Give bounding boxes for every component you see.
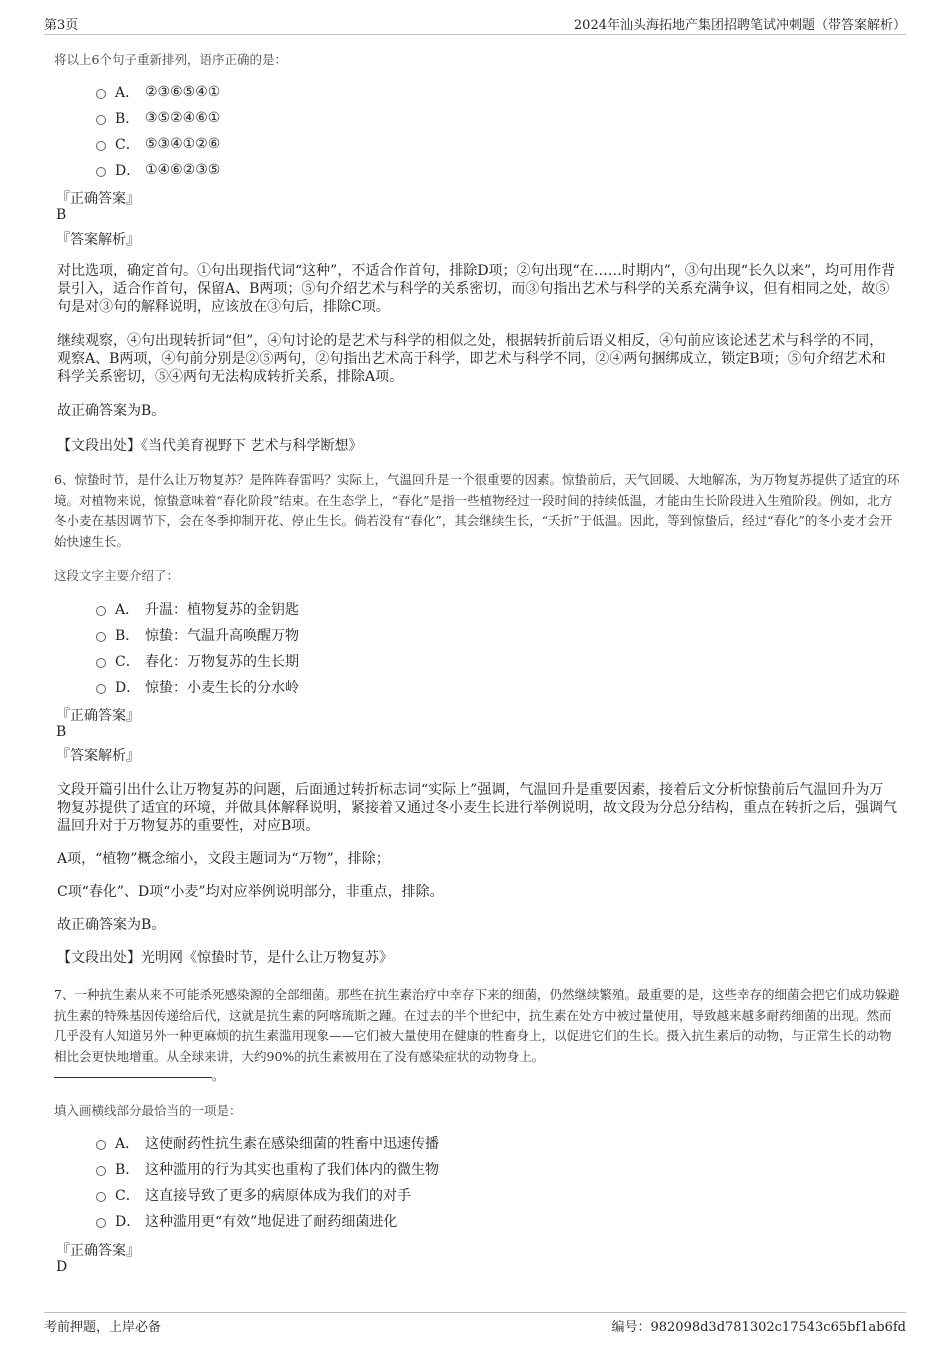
q7-options: [96, 1130, 439, 1234]
q6-stem: 6、惊蛰时节，是什么让万物复苏？是阵阵春雷吗？实际上，气温回升是一个很重要的因素。惊蛰前后，天气回暖、大地解冻，为万物复苏提供了适宜的环境。对植物来说，惊蛰意味着“春化阶段”结束。在生态学上，“春化”是指一些植物经过一段时间的持续低温，才能由生长阶段进入生殖阶段。例如，北方冬小麦在基因调节下，会在冬季抑制开花、停止生长。倘若没有“春化”，其会继续生长，“夭折”于低温。因此，等到惊蛰后，经过“春化”的冬小麦才会开始快速生长。: [54, 472, 900, 549]
radio-icon[interactable]: [96, 658, 106, 668]
q6-answer: B: [56, 724, 67, 740]
q5-analysis-p1: 对比选项，确定首句。①句出现指代词“这种”，不适合作首句，排除D项；②句出现“在……时期内”，③句出现“长久以来”，均可用作背景引入，适合作首句，保留A、B两项；⑤句介绍艺术与科学的关系密切，而③句指出艺术与科学的关系充满争议，但有相同之处，故⑤句是对③句的解释说明，应该放在③句后，排除C项。: [57, 263, 896, 315]
q5-analysis-p3: 故正确答案为B。: [57, 403, 166, 419]
q5-answer: B: [56, 207, 67, 223]
q7-answer: D: [56, 1259, 68, 1275]
q5-option-a[interactable]: A． ②③⑥⑤④①: [96, 79, 220, 105]
q5-prompt: 将以上6个句子重新排列，语序正确的是：: [54, 52, 287, 67]
fill-blank-line[interactable]: [54, 1077, 212, 1078]
radio-icon[interactable]: [96, 606, 106, 616]
q7-option-d[interactable]: D． 这种滥用更“有效”地促进了耐药细菌进化: [96, 1208, 439, 1234]
q5-option-c[interactable]: C． ⑤③④①②⑥: [96, 131, 220, 157]
q6-analysis-p3: C项“春化”、D项“小麦”均对应举例说明部分，非重点，排除。: [57, 884, 444, 900]
q6-option-c[interactable]: C． 春化：万物复苏的生长期: [96, 648, 299, 674]
radio-icon[interactable]: [96, 1218, 106, 1228]
q6-prompt: 这段文字主要介绍了：: [54, 568, 180, 583]
q6-analysis-p4: 故正确答案为B。: [57, 917, 166, 933]
q5-option-b[interactable]: B． ③⑤②④⑥①: [96, 105, 220, 131]
q6-option-a[interactable]: A． 升温：植物复苏的金钥匙: [96, 596, 299, 622]
q7-option-a[interactable]: A． 这使耐药性抗生素在感染细菌的牲畜中迅速传播: [96, 1130, 439, 1156]
q6-options: [96, 596, 299, 700]
q6-analysis-label: 『答案解析』: [56, 748, 140, 764]
page-header: [44, 14, 906, 35]
q7-option-c[interactable]: C． 这直接导致了更多的病原体成为我们的对手: [96, 1182, 439, 1208]
q6-source: 【文段出处】光明网《惊蛰时节，是什么让万物复苏》: [57, 950, 393, 966]
q5-analysis-label: 『答案解析』: [56, 232, 140, 248]
fill-blank-end: 。: [212, 1068, 225, 1083]
q7-stem: 7、一种抗生素从来不可能杀死感染源的全部细菌。那些在抗生素治疗中幸存下来的细菌，仍然继续繁殖。最重要的是，这些幸存的细菌会把它们成功躲避抗生素的特殊基因传递给后代，这就是抗生素的阿喀琉斯之踵。在过去的半个世纪中，抗生素在处方中被过量使用，导致越来越多耐药细菌的出现。然而几乎没有人知道另外一种更麻烦的抗生素滥用现象——它们被大量使用在健康的牲畜身上，以促进它们的生长。摄入抗生素后的动物，与正常生长的动物相比会更快地增重。从全球来讲，大约90%的抗生素被用在了没有感染症状的动物身上。: [54, 987, 900, 1064]
q5-analysis-p2: 继续观察，④句出现转折词“但”，④句讨论的是艺术与科学的相似之处，根据转折前后语义相反，④句前应该论述艺术与科学的不同，观察A、B两项，④句前分别是②⑤两句，②句指出艺术高于科学，即艺术与科学不同，②④两句捆绑成立，锁定B项；⑤句介绍艺术和科学关系密切，⑤④两句无法构成转折关系，排除A项。: [57, 333, 886, 385]
q6-analysis-p1: 文段开篇引出什么让万物复苏的问题，后面通过转折标志词“实际上”强调，气温回升是重要因素，接着后文分析惊蛰前后气温回升为万物复苏提供了适宜的环境，并做具体解释说明，紧接着又通过冬小麦生长进行举例说明，故文段为分总分结构，重点在转折之后，强调气温回升对于万物复苏的重要性，对应B项。: [57, 782, 897, 834]
q7-option-b[interactable]: B． 这种滥用的行为其实也重构了我们体内的微生物: [96, 1156, 439, 1182]
q6-analysis-p2: A项，“植物”概念缩小，文段主题词为“万物”，排除；: [57, 851, 390, 867]
q7-prompt: 填入画横线部分最恰当的一项是：: [54, 1103, 242, 1118]
radio-icon[interactable]: [96, 1140, 106, 1150]
q5-source: 【文段出处】《当代美育视野下 艺术与科学断想》: [57, 438, 363, 454]
q7-answer-label: 『正确答案』: [56, 1243, 140, 1259]
q6-option-b[interactable]: B． 惊蛰：气温升高唤醒万物: [96, 622, 299, 648]
radio-icon[interactable]: [96, 1192, 106, 1202]
radio-icon[interactable]: [96, 89, 106, 99]
q6-option-d[interactable]: D． 惊蛰：小麦生长的分水岭: [96, 674, 299, 700]
page-footer: [44, 1312, 906, 1335]
q5-option-d[interactable]: D． ①④⑥②③⑤: [96, 157, 220, 183]
document-serial: 编号：982098d3d781302c17543c65bf1ab6fd: [611, 1320, 906, 1335]
q5-answer-label: 『正确答案』: [56, 191, 140, 207]
radio-icon[interactable]: [96, 1166, 106, 1176]
radio-icon[interactable]: [96, 167, 106, 177]
q5-options: [96, 79, 220, 183]
radio-icon[interactable]: [96, 632, 106, 642]
page-number: 第3页: [44, 18, 79, 33]
q6-answer-label: 『正确答案』: [56, 708, 140, 724]
document-title: 2024年汕头海拓地产集团招聘笔试冲刺题（带答案解析）: [573, 18, 906, 33]
footer-slogan: 考前押题，上岸必备: [44, 1320, 162, 1335]
radio-icon[interactable]: [96, 684, 106, 694]
radio-icon[interactable]: [96, 115, 106, 125]
radio-icon[interactable]: [96, 141, 106, 151]
